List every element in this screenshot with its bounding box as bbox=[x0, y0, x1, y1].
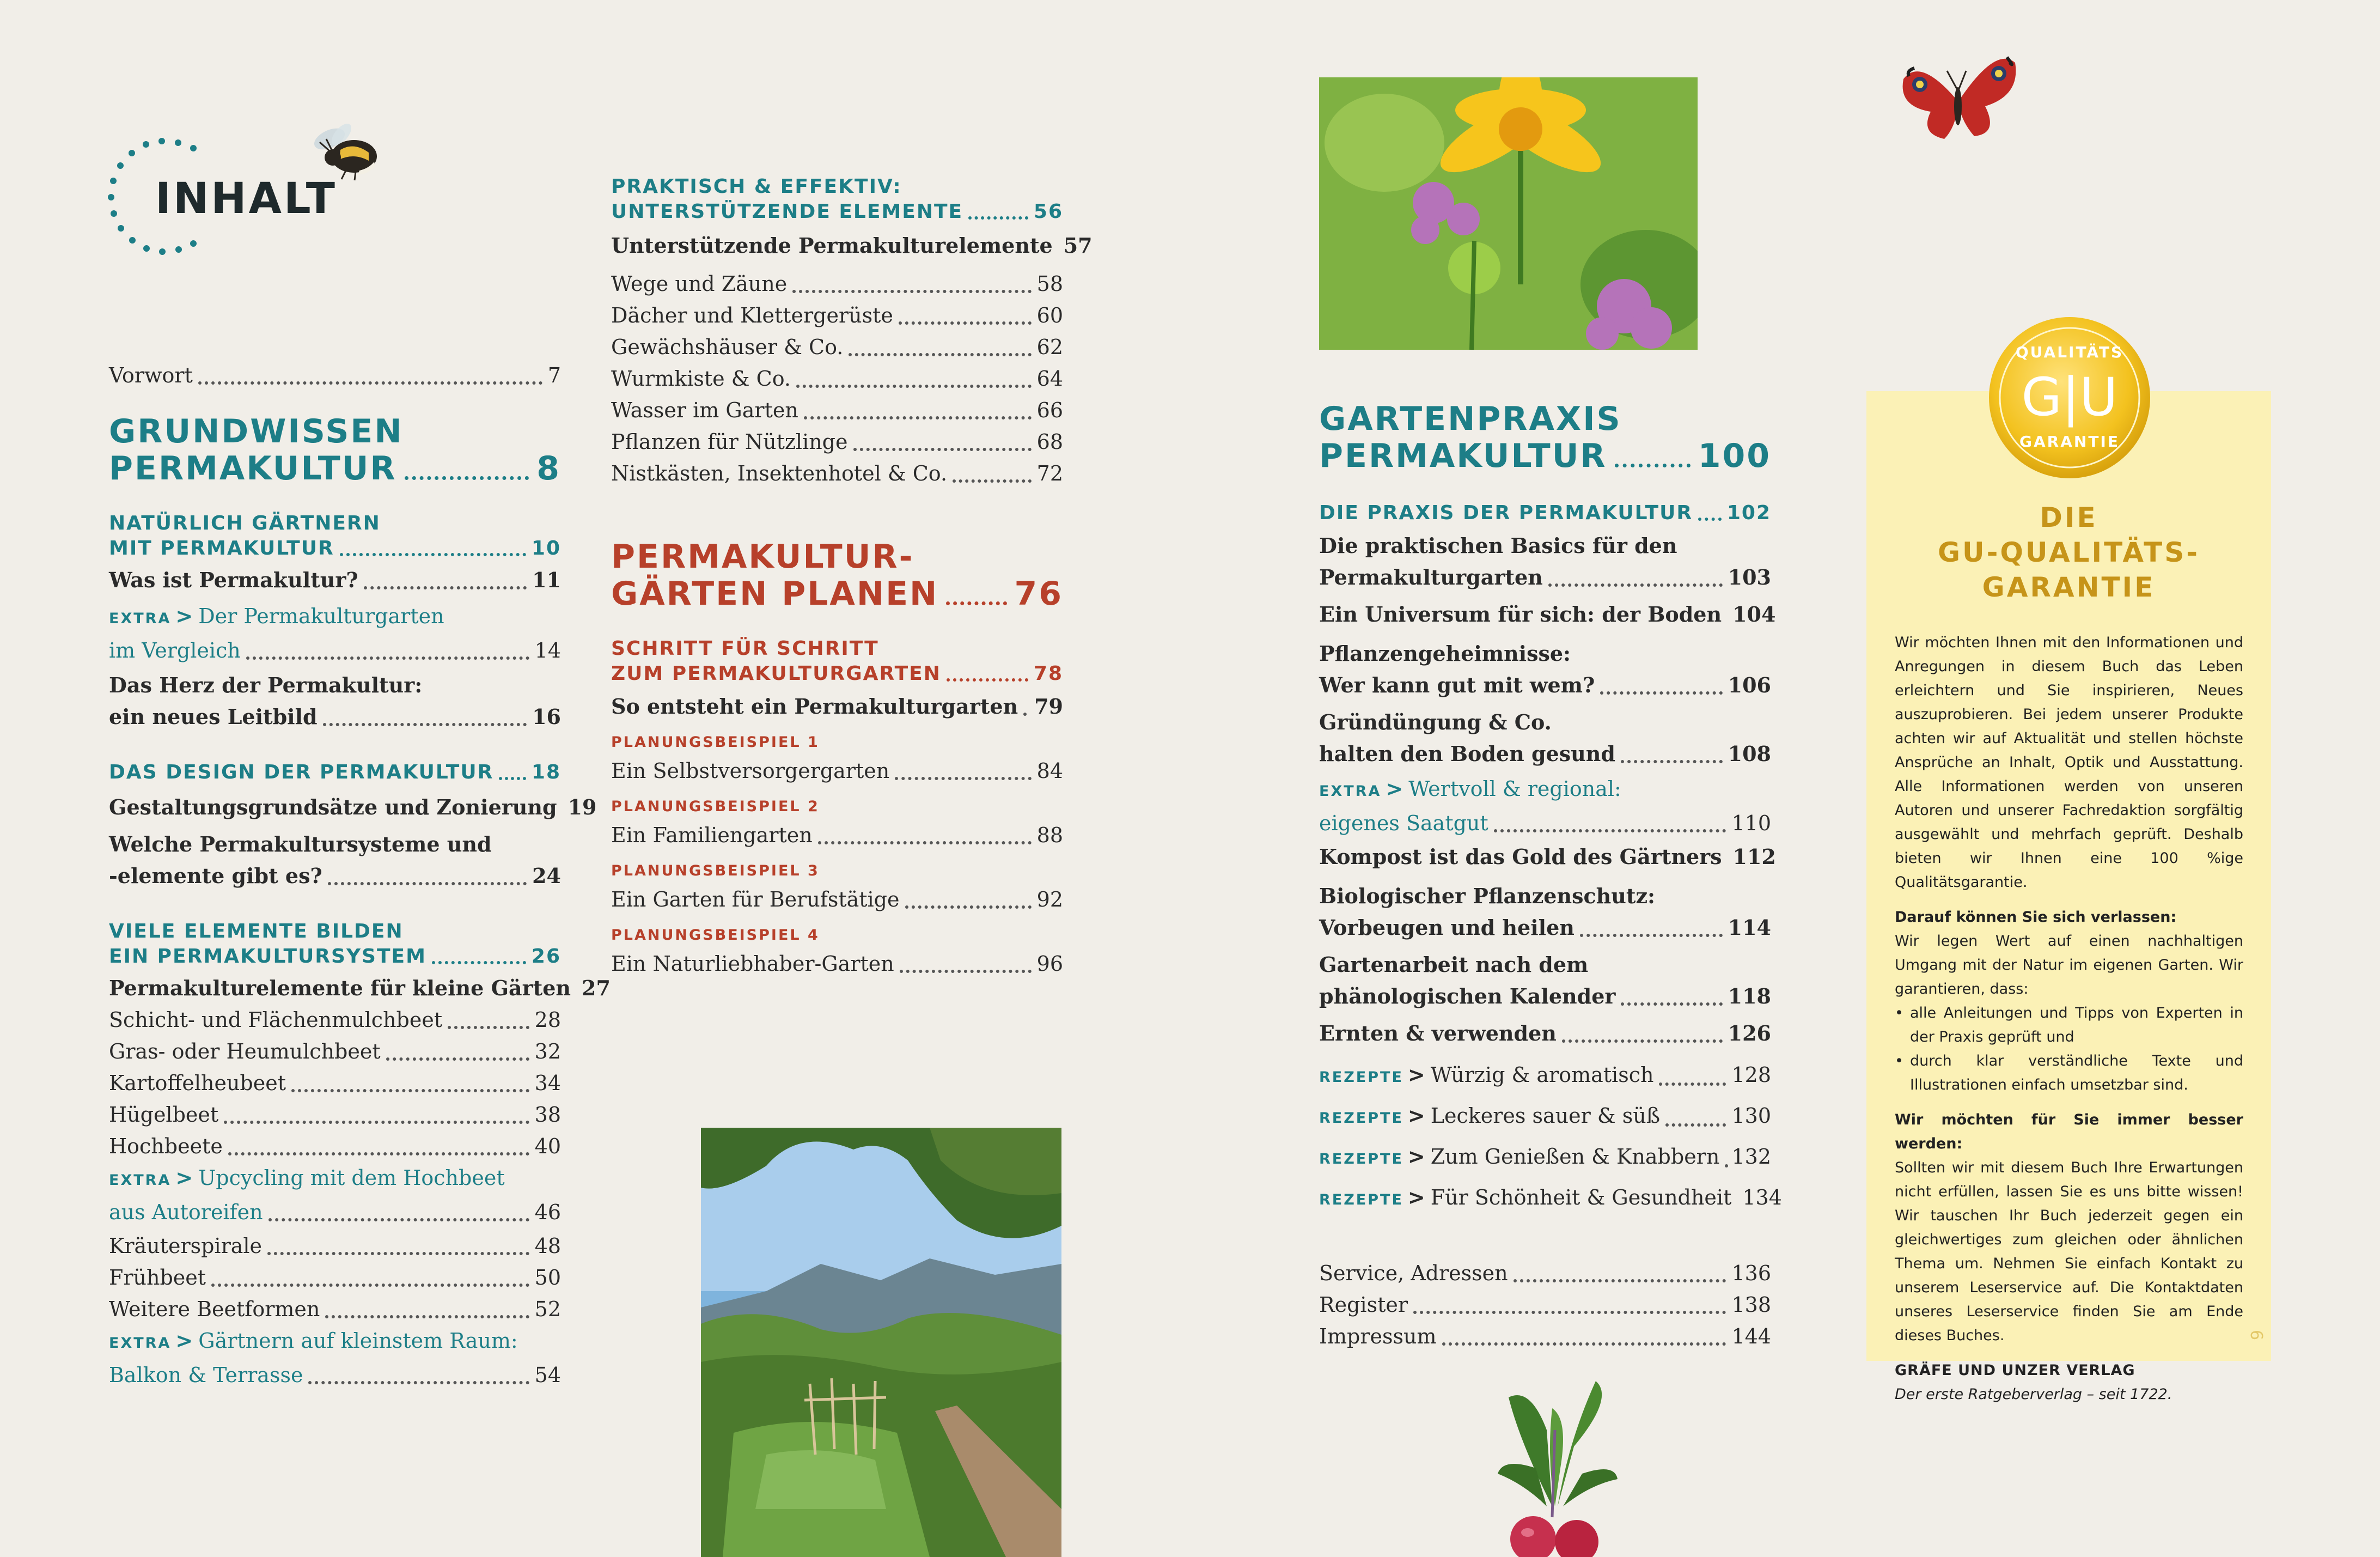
bee-illustration bbox=[308, 123, 387, 183]
toc-plan-entry[interactable]: PLANUNGSBEISPIEL 2 Ein Familiengarten 88 bbox=[611, 798, 1063, 847]
toc-entry[interactable]: Biologischer Pflanzenschutz: Vorbeugen und heilen 114 bbox=[1319, 884, 1771, 940]
toc-entry[interactable]: Wurmkiste & Co. 64 bbox=[611, 367, 1063, 391]
page-title: INHALT bbox=[155, 174, 337, 223]
toc-subsection[interactable]: DAS DESIGN DER PERMAKULTUR 18 bbox=[109, 761, 561, 783]
toc-entry[interactable]: So entsteht ein Permakulturgarten 79 bbox=[611, 694, 1063, 719]
toc-subsection[interactable]: SCHRITT FÜR SCHRITT ZUM PERMAKULTURGARTEN 78 bbox=[611, 637, 1063, 685]
butterfly-illustration bbox=[1898, 46, 2021, 147]
toc-entry[interactable]: Impressum 144 bbox=[1319, 1324, 1771, 1348]
toc-entry[interactable]: Frühbeet 50 bbox=[109, 1266, 561, 1290]
flower-photo bbox=[1319, 77, 1698, 350]
toc-section-gartenpraxis[interactable]: GARTENPRAXIS PERMAKULTUR 100 bbox=[1319, 400, 1771, 475]
toc-plan-entry[interactable]: PLANUNGSBEISPIEL 3 Ein Garten für Berufstätige 92 bbox=[611, 862, 1063, 911]
toc-entry[interactable]: Ernten & verwenden 126 bbox=[1319, 1021, 1771, 1045]
publisher-name: GRÄFE UND UNZER VERLAG bbox=[1895, 1362, 2135, 1379]
toc-entry[interactable]: Schicht- und Flächenmulchbeet 28 bbox=[109, 1008, 561, 1032]
gu-quality-seal-icon bbox=[1988, 316, 2151, 479]
toc-entry[interactable]: Service, Adressen 136 bbox=[1319, 1261, 1771, 1285]
toc-subsection[interactable]: PRAKTISCH & EFFEKTIV: UNTERSTÜTZENDE ELEMENTE 56 bbox=[611, 175, 1063, 223]
toc-entry[interactable]: Kräuterspirale 48 bbox=[109, 1234, 561, 1258]
toc-section-grundwissen[interactable]: GRUNDWISSEN PERMAKULTUR 8 bbox=[109, 412, 561, 488]
toc-entry[interactable]: Wasser im Garten 66 bbox=[611, 398, 1063, 422]
toc-entry[interactable]: Was ist Permakultur? 11 bbox=[109, 568, 561, 592]
toc-extra-entry[interactable]: EXTRA > Gärtnern auf kleinstem Raum: Balkon & Terrasse 54 bbox=[109, 1329, 561, 1387]
quality-guarantee-box bbox=[1866, 391, 2271, 1403]
guarantee-body: Wir möchten Ihnen mit den Informationen und Anregungen in diesem Buch das Leben erleichtern und Sie inspirieren, Neues auszuprobieren. Bei jedem unserer Produkte achten wir auf Aktualität und stellen höchste Ansprüche an Inhalt, Optik und Ausstattung. Alle Informationen werden von unseren Autoren und unserer Fachredaktion sorgfältig ausgewählt und mehrfach geprüft. Deshalb bieten wir Ihnen eine 100 %ige Qualitätsgarantie. Darauf können Sie sich verlassen: Wir legen Wert auf einen nachhaltigen Umgang mit der Natur im eigenen Garten. Wir garantieren, dass: • alle Anleitungen und Tipps von Experten in der Praxis geprüft und • durch klar verständliche Texte und Illustrationen einfach umsetzbar sind. Wir möchten für Sie immer besser werden: Sollten wir mit diesem Buch Ihre Erwartungen nicht erfüllen, lassen Sie es uns bitte wissen! Wir tauschen Ihr Buch jederzeit gegen ein gleichwertiges zum gleichen oder ähnlichen Thema um. Nehmen Sie einfach Kontakt zu unserem Leserservice auf. Die Kontaktdaten unseres Leserservice finden Sie am Ende dieses Buches. GRÄFE UND UNZER VERLAG Der erste Ratgeberverlag – seit 1722. bbox=[1895, 631, 2243, 1407]
guarantee-bullet: • durch klar verständliche Texte und Illustrationen einfach umsetzbar sind. bbox=[1895, 1049, 2243, 1097]
toc-list bbox=[611, 230, 1093, 489]
guarantee-title: DIE GU-QUALITÄTS- GARANTIE bbox=[1937, 502, 2200, 603]
toc-rezepte-list bbox=[1319, 1056, 1782, 1219]
toc-entry[interactable]: Gestaltungsgrundsätze und Zonierung 19 bbox=[109, 795, 597, 819]
toc-rezept-entry[interactable]: REZEPTE > Würzig & aromatisch 128 bbox=[1319, 1063, 1771, 1087]
toc-rezept-entry[interactable]: REZEPTE > Zum Genießen & Knabbern 132 bbox=[1319, 1145, 1771, 1169]
toc-subsection[interactable]: NATÜRLICH GÄRTNERN MIT PERMAKULTUR 10 bbox=[109, 512, 561, 559]
toc-entry[interactable]: Register 138 bbox=[1319, 1293, 1771, 1317]
guarantee-bullet: • alle Anleitungen und Tipps von Experten in der Praxis geprüft und bbox=[1895, 1001, 2243, 1049]
toc-extra-entry[interactable]: EXTRA > Upcycling mit dem Hochbeet aus Autoreifen 46 bbox=[109, 1166, 561, 1224]
toc-entry[interactable]: Gewächshäuser & Co. 62 bbox=[611, 335, 1063, 359]
toc-subsection[interactable]: VIELE ELEMENTE BILDEN EIN PERMAKULTURSYSTEM 26 bbox=[109, 920, 561, 968]
page-number: 6 bbox=[2246, 1329, 2266, 1341]
toc-entry[interactable]: Pflanzengeheimnisse: Wer kann gut mit wem? 106 bbox=[1319, 641, 1771, 697]
toc-column-1 bbox=[109, 360, 611, 1402]
seal-mid-text: G|U bbox=[2021, 367, 2118, 428]
toc-entry[interactable]: Hochbeete 40 bbox=[109, 1134, 561, 1158]
toc-entry[interactable]: Gründüngung & Co. halten den Boden gesund 108 bbox=[1319, 710, 1771, 766]
toc-end-list bbox=[1319, 1257, 1771, 1352]
toc-entry[interactable]: Das Herz der Permakultur: ein neues Leitbild 16 bbox=[109, 673, 561, 729]
toc-list bbox=[109, 972, 611, 1162]
toc-entry[interactable]: Vorwort 7 bbox=[109, 363, 561, 387]
toc-entry[interactable]: Unterstützende Permakulturelemente 57 bbox=[611, 233, 1093, 258]
toc-entry[interactable]: Kartoffelheubeet 34 bbox=[109, 1071, 561, 1095]
toc-entry[interactable]: Gras- oder Heumulchbeet 32 bbox=[109, 1039, 561, 1063]
toc-extra-entry[interactable]: EXTRA > Der Permakulturgarten im Vergleich 14 bbox=[109, 604, 561, 662]
toc-entry[interactable]: Permakulturelemente für kleine Gärten 27 bbox=[109, 976, 611, 1000]
toc-entry[interactable]: Kompost ist das Gold des Gärtners 112 bbox=[1319, 844, 1776, 869]
inhalt-header bbox=[106, 136, 335, 256]
toc-entry[interactable]: Dächer und Klettergerüste 60 bbox=[611, 303, 1063, 327]
toc-entry[interactable]: Welche Permakultursysteme und -elemente gibt es? 24 bbox=[109, 832, 561, 888]
toc-subsection[interactable]: DIE PRAXIS DER PERMAKULTUR 102 bbox=[1319, 502, 1771, 524]
toc-entry[interactable]: Die praktischen Basics für den Permakulturgarten 103 bbox=[1319, 533, 1771, 589]
toc-entry[interactable]: Nistkästen, Insektenhotel & Co. 72 bbox=[611, 461, 1063, 485]
toc-plan-entry[interactable]: PLANUNGSBEISPIEL 1 Ein Selbstversorgergarten 84 bbox=[611, 734, 1063, 783]
toc-entry[interactable]: Hügelbeet 38 bbox=[109, 1103, 561, 1127]
toc-section-gaerten-planen[interactable]: PERMAKULTUR- GÄRTEN PLANEN 76 bbox=[611, 538, 1063, 613]
toc-rezept-entry[interactable]: REZEPTE > Leckeres sauer & süß 130 bbox=[1319, 1104, 1771, 1128]
toc-entry[interactable]: Wege und Zäune 58 bbox=[611, 272, 1063, 296]
toc-column-2 bbox=[611, 174, 1093, 980]
toc-column-3 bbox=[1319, 400, 1782, 1352]
seal-bottom-text: GARANTIE bbox=[2019, 433, 2120, 451]
toc-rezept-entry[interactable]: REZEPTE > Für Schönheit & Gesundheit 134 bbox=[1319, 1185, 1782, 1209]
toc-entry[interactable]: Pflanzen für Nützlinge 68 bbox=[611, 430, 1063, 454]
toc-entry[interactable]: Gartenarbeit nach dem phänologischen Kalender 118 bbox=[1319, 952, 1771, 1008]
seal-top-text: QUALITÄTS bbox=[2015, 343, 2124, 361]
publisher-tagline: Der erste Ratgeberverlag – seit 1722. bbox=[1895, 1386, 2172, 1403]
toc-entry[interactable]: Ein Universum für sich: der Boden 104 bbox=[1319, 602, 1776, 627]
garden-photo bbox=[701, 1128, 1061, 1557]
toc-plan-entry[interactable]: PLANUNGSBEISPIEL 4 Ein Naturliebhaber-Garten 96 bbox=[611, 927, 1063, 976]
toc-entry[interactable]: Weitere Beetformen 52 bbox=[109, 1297, 561, 1321]
radish-illustration bbox=[1487, 1376, 1623, 1557]
toc-extra-entry[interactable]: EXTRA > Wertvoll & regional: eigenes Saatgut 110 bbox=[1319, 777, 1771, 835]
toc-list bbox=[109, 1230, 561, 1325]
